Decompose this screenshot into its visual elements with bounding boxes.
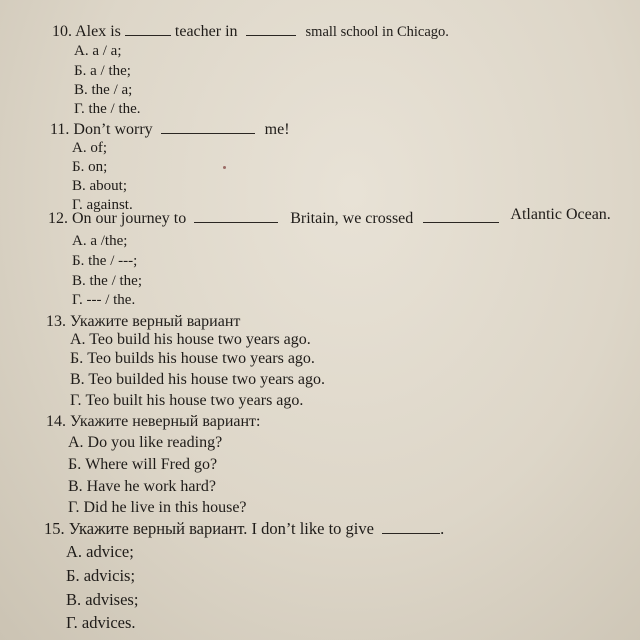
option: Г. --- / the.	[72, 292, 136, 308]
answer-blank	[423, 209, 499, 223]
question-text: Britain, we crossed	[290, 210, 414, 227]
answer-blank	[382, 520, 440, 534]
option: Б. the / ---;	[72, 253, 138, 269]
option: B. advises;	[66, 590, 139, 609]
question-15	[44, 520, 444, 538]
question-text: Atlantic Ocean.	[510, 206, 611, 223]
question-number: 15.	[44, 519, 65, 538]
paper-speck	[223, 166, 226, 169]
question-number: 13.	[46, 313, 66, 330]
question-text: Укажите верный вариант	[70, 313, 241, 330]
option: Б. a / the;	[74, 63, 131, 79]
answer-blank	[125, 22, 171, 36]
answer-blank	[161, 120, 255, 134]
option: B. about;	[72, 178, 127, 194]
answer-blank	[194, 209, 278, 223]
question-text: Укажите неверный вариант:	[70, 413, 261, 430]
answer-blank	[246, 22, 296, 36]
option: Г. advices.	[66, 613, 136, 632]
sentence-end: .	[440, 519, 445, 538]
question-text: On our journey to	[72, 210, 187, 227]
question-11	[50, 120, 290, 139]
option: Б. Teo builds his house two years ago.	[70, 350, 315, 367]
option: A. a / a;	[74, 43, 122, 59]
option: Г. Teo built his house two years ago.	[70, 392, 304, 409]
option: Г. Did he live in this house?	[68, 499, 247, 516]
question-text: me!	[264, 121, 290, 138]
option: B. the / the;	[72, 273, 142, 289]
question-13	[46, 313, 240, 331]
question-text: teacher in	[174, 23, 238, 40]
question-text: Укажите верный вариант. I don’t like to give	[68, 519, 374, 538]
option: B. the / a;	[74, 82, 133, 98]
option: A. of;	[72, 140, 107, 156]
option: A. advice;	[66, 542, 134, 561]
question-text: Alex is	[75, 23, 121, 40]
option: A. a /the;	[72, 233, 128, 249]
option: A. Do you like reading?	[68, 434, 223, 451]
option: Б. on;	[72, 159, 108, 175]
question-10	[52, 22, 449, 41]
question-number: 14.	[46, 413, 66, 430]
question-number: 10.	[52, 23, 72, 40]
option: B. Have he work hard?	[68, 478, 216, 495]
question-12	[48, 206, 611, 228]
question-text: small school in Chicago.	[305, 24, 449, 40]
question-14	[46, 413, 260, 431]
question-text: Don’t worry	[73, 121, 153, 138]
question-number: 11.	[50, 121, 70, 138]
option: Г. the / the.	[74, 101, 141, 117]
option: B. Teo builded his house two years ago.	[70, 371, 325, 388]
option: A. Teo build his house two years ago.	[70, 331, 311, 348]
option: Б. advicis;	[66, 566, 136, 585]
question-number: 12.	[48, 210, 68, 227]
option: Г. against.	[72, 197, 133, 213]
option: Б. Where will Fred go?	[68, 456, 218, 473]
